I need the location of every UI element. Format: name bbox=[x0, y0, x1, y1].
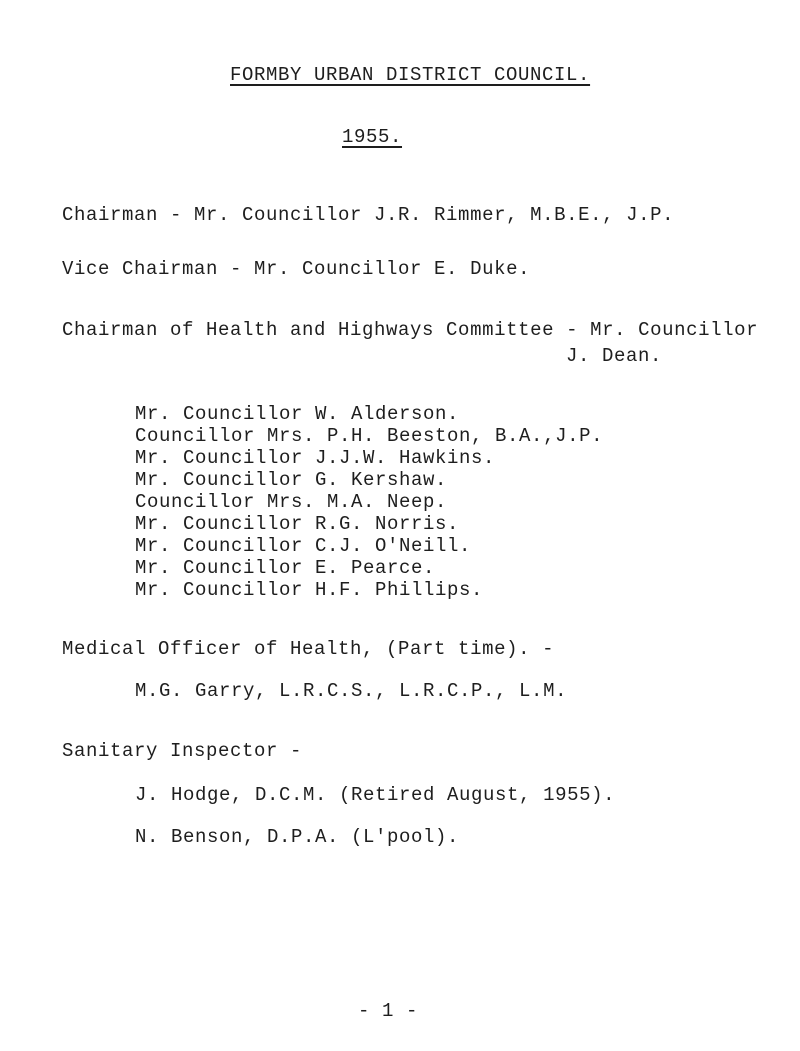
sanitary-inspector-name: N. Benson, D.P.A. (L'pool). bbox=[135, 826, 460, 848]
health-committee-chair-line2: J. Dean. bbox=[566, 345, 663, 367]
list-item: Mr. Councillor G. Kershaw. bbox=[135, 469, 448, 491]
list-item: Mr. Councillor W. Alderson. bbox=[135, 403, 460, 425]
medical-officer-name: M.G. Garry, L.R.C.S., L.R.C.P., L.M. bbox=[135, 680, 568, 702]
page-number: - 1 - bbox=[358, 1000, 419, 1022]
list-item: Mr. Councillor H.F. Phillips. bbox=[135, 579, 484, 601]
list-item: Councillor Mrs. P.H. Beeston, B.A.,J.P. bbox=[135, 425, 604, 447]
health-committee-chair-line1: Chairman of Health and Highways Committee - Mr. Councillor bbox=[62, 319, 759, 341]
sanitary-inspector-heading: Sanitary Inspector - bbox=[62, 740, 303, 762]
list-item: Mr. Councillor C.J. O'Neill. bbox=[135, 535, 472, 557]
list-item: Councillor Mrs. M.A. Neep. bbox=[135, 491, 448, 513]
chairman-line: Chairman - Mr. Councillor J.R. Rimmer, M.B.E., J.P. bbox=[62, 204, 675, 226]
council-title: FORMBY URBAN DISTRICT COUNCIL. bbox=[230, 64, 591, 86]
vice-chairman-line: Vice Chairman - Mr. Councillor E. Duke. bbox=[62, 258, 531, 280]
list-item: Mr. Councillor R.G. Norris. bbox=[135, 513, 460, 535]
sanitary-inspector-name: J. Hodge, D.C.M. (Retired August, 1955). bbox=[135, 784, 616, 806]
year-heading: 1955. bbox=[342, 126, 403, 148]
list-item: Mr. Councillor J.J.W. Hawkins. bbox=[135, 447, 496, 469]
medical-officer-heading: Medical Officer of Health, (Part time). - bbox=[62, 638, 555, 660]
list-item: Mr. Councillor E. Pearce. bbox=[135, 557, 436, 579]
